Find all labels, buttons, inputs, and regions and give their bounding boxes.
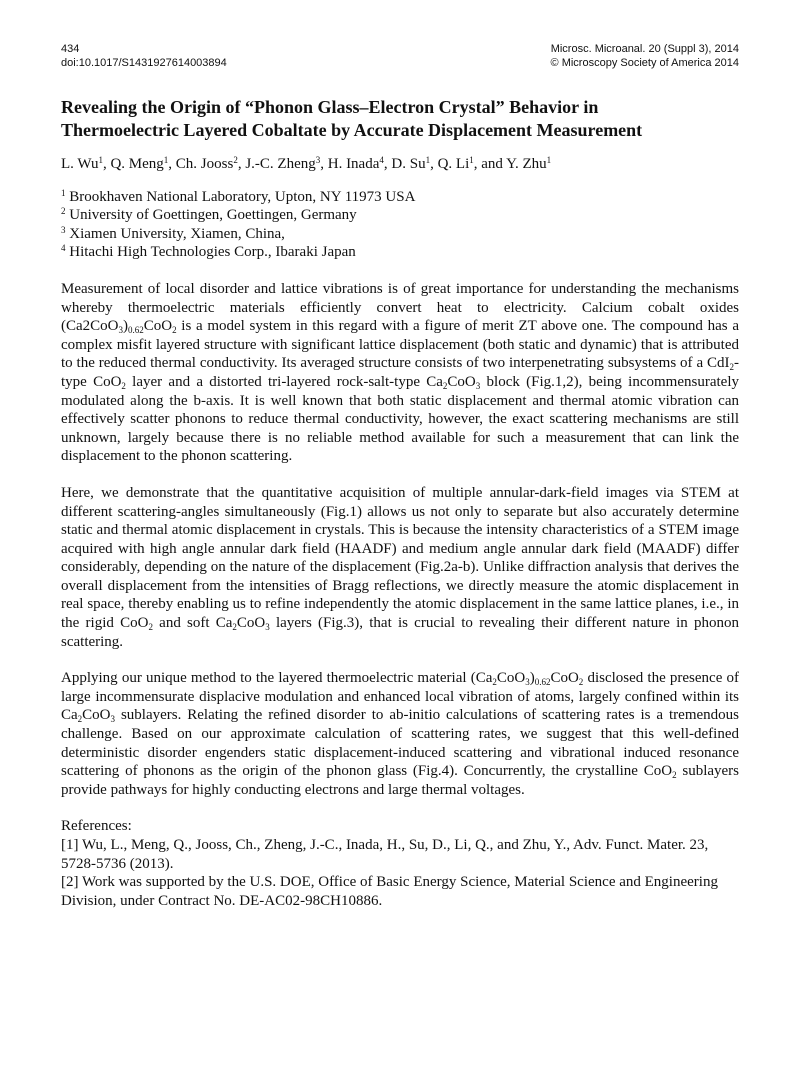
header-left (61, 42, 227, 70)
text-run: Measurement of local disorder and lattice vibrations is of great importance for understanding the mechanisms whereby thermoelectric materials efficiently convert heat to electricity. Calcium cobalt oxides (Ca2CoO (61, 280, 739, 335)
text-run: CoO (496, 670, 526, 687)
affiliation (61, 225, 739, 244)
subscript: 3 (525, 677, 530, 688)
subscript: 2 (729, 362, 734, 373)
affiliation (61, 188, 739, 207)
affiliation-list (61, 188, 739, 262)
text-run: is a model system in this regard with a figure of merit ZT above one. The compound has a complex misfit layered structure with significant lattice displacement (both static and dynamic) that is attributed to the reduced thermal conductivity. Its averaged structure consists of two interpenetrating subsystems of a CdI (61, 318, 739, 372)
text-run: disclosed the presence of large incommensurate displacive modulation and enhanced local vibration of atoms, largely confined within its Ca (61, 670, 739, 724)
text-run: CoO (82, 707, 111, 724)
author: , Q. Meng (102, 156, 164, 172)
author: L. Wu (61, 156, 99, 172)
text-run: Applying our unique method to the layered thermoelectric material (Ca (61, 670, 493, 687)
text-run: layer and a distorted tri-layered rock-salt-type Ca (125, 373, 443, 390)
text-run: CoO (143, 318, 173, 335)
subscript: 0.62 (128, 325, 144, 336)
copyright: © Microscopy Society of America 2014 (550, 57, 739, 69)
subscript: 0.62 (534, 677, 551, 688)
affiliation (61, 243, 739, 262)
subscript: 3 (265, 622, 270, 633)
author-list (61, 155, 739, 174)
author: , J.-C. Zheng (237, 156, 316, 172)
author-affil-sup: 4 (379, 155, 384, 165)
author-affil-sup: 1 (98, 155, 103, 165)
affiliation-text: University of Goettingen, Goettingen, Germany (65, 207, 357, 224)
subscript: 2 (442, 380, 448, 391)
text-run: ) (123, 318, 128, 335)
subscript: 2 (672, 770, 677, 781)
author-affil-sup: 1 (469, 155, 474, 165)
paragraph-1 (61, 280, 739, 466)
references-heading: References: (61, 818, 132, 835)
title-line-2: Thermoelectric Layered Cobaltate by Accurate Displacement Measurement (61, 120, 643, 140)
text-run: ) (529, 670, 535, 687)
author: , Q. Li (430, 156, 470, 172)
affiliation-text: Xiamen University, Xiamen, China, (65, 225, 285, 242)
text-run: Here, we demonstrate that the quantitative acquisition of multiple annular-dark-field images via STEM at different scattering-angles simultaneously (Fig.1) allows us not only to separate but also accurately determine static and thermal atomic displacement in crystals. This is because the intensity characteristics of a STEM image acquired with high angle annular dark field (HAADF) and medium angle annular dark field (MAADF) differ considerably, depending on the nature of the displacement (Fig.2a-b). Unlike diffraction analysis that derives the overall displacement from the intensities of Bragg reflections, we directly measure the atomic displacement in real space, thereby enabling us to refine independently the atomic displacement in the same lattice planes, i.e., in the rigid CoO (61, 484, 739, 632)
affiliation-number: 3 (61, 224, 66, 235)
author-affil-sup: 1 (163, 155, 169, 165)
paper-body (61, 96, 739, 910)
author-affil-sup: 2 (233, 155, 238, 165)
paragraph-3 (61, 669, 739, 799)
subscript: 2 (172, 325, 177, 336)
affiliation-text: Brookhaven National Laboratory, Upton, NY 11973 USA (65, 188, 416, 205)
text-run: CoO (236, 615, 266, 632)
text-run: sublayers. Relating the refined disorder to ab-initio calculations of scattering rates is a tremendous challenge. Based on our approximate calculation of scattering rates, we suggest that this well-defined deterministic disorder engenders static displacement-induced scattering and vibrational induced resonance scattering of phonons as the origin of the phonon glass (Fig.4). Concurrently, the crystalline CoO (61, 707, 739, 780)
affiliation (61, 206, 739, 225)
journal-citation: Microsc. Microanal. 20 (Suppl 3), 2014 (550, 43, 739, 55)
author-affil-sup: 1 (425, 155, 431, 165)
affiliation-number: 1 (61, 187, 66, 198)
author-affil-sup: 3 (315, 155, 321, 165)
affiliation-text: Hitachi High Technologies Corp., Ibaraki Japan (65, 244, 356, 261)
affiliation-number: 2 (61, 206, 66, 217)
text-run: CoO (550, 670, 579, 687)
subscript: 3 (475, 380, 481, 391)
title-line-1: Revealing the Origin of “Phonon Glass–Electron Crystal” Behavior in (61, 97, 599, 117)
text-run: -type CoO (61, 355, 739, 390)
text-run: block (Fig.1,2), being incommensurately modulated along the b-axis. It is well known that both static displacement and thermal atomic vibration can effectively scatter phonons to reduce thermal conductivity, however, the exact scattering mechanisms are still unknown, largely because there is no reliable method available for such a measurement that can link the displacement to the phonon scattering. (61, 373, 739, 465)
reference-item: [2] Work was supported by the U.S. DOE, Office of Basic Energy Science, Material Science and Engineering Division, under Contract No. DE-AC02-98CH10886. (61, 874, 718, 909)
reference-item: [1] Wu, L., Meng, Q., Jooss, Ch., Zheng, J.-C., Inada, H., Su, D., Li, Q., and Zhu, Y., Adv. Funct. Mater. 23, 5728-5736 (2013). (61, 837, 709, 872)
doi: doi:10.1017/S1431927614003894 (61, 57, 227, 69)
author: , D. Su (383, 156, 426, 172)
author: , and Y. Zhu (473, 156, 547, 172)
author: , H. Inada (320, 156, 380, 172)
author: , Ch. Jooss (168, 156, 234, 172)
subscript: 2 (77, 714, 83, 725)
subscript: 2 (148, 622, 153, 633)
subscript: 2 (492, 677, 497, 688)
page-number: 434 (61, 43, 80, 55)
text-run: and soft Ca (152, 615, 233, 632)
subscript: 2 (121, 380, 126, 391)
subscript: 3 (110, 714, 116, 725)
subscript: 2 (232, 622, 237, 633)
author-affil-sup: 1 (546, 155, 552, 165)
text-run: CoO (447, 373, 476, 390)
subscript: 3 (118, 325, 123, 336)
affiliation-number: 4 (61, 243, 66, 254)
text-run: layers (Fig.3), that is crucial to revealing their different nature in phonon scattering. (61, 615, 739, 650)
paragraph-2 (61, 484, 739, 651)
text-run: sublayers provide pathways for highly conducting electrons and large thermal voltages. (61, 763, 740, 798)
header-right (551, 42, 739, 70)
paper-title (61, 96, 739, 142)
references (61, 817, 739, 910)
subscript: 2 (578, 677, 584, 688)
